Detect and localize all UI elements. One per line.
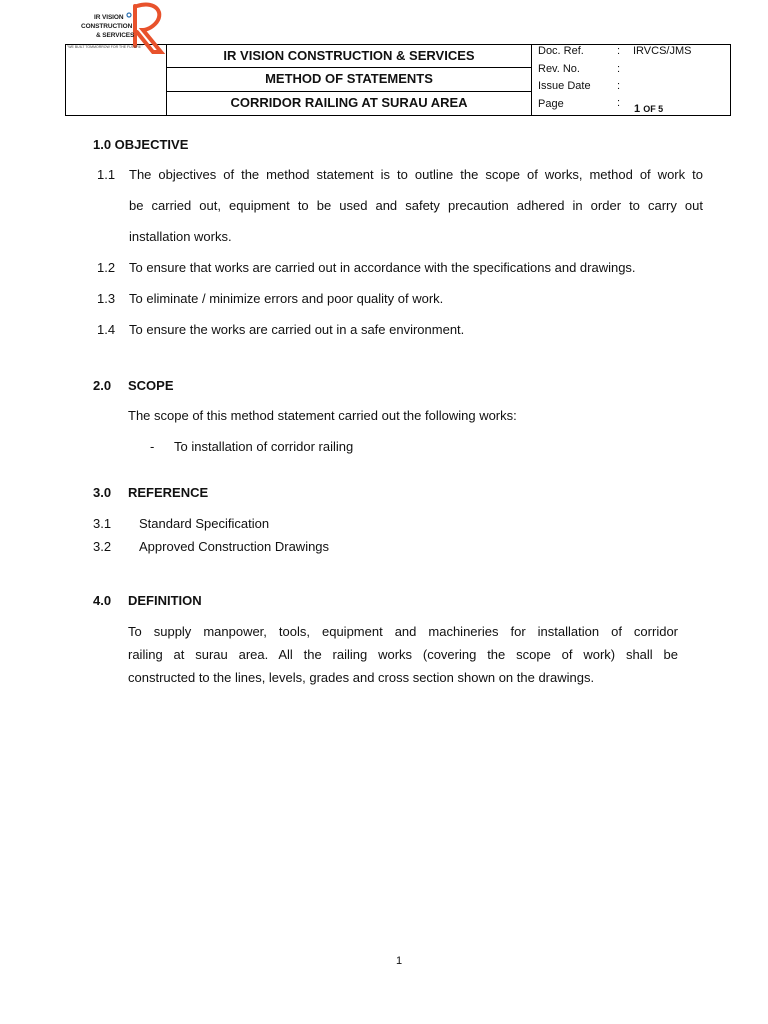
page-count <box>634 103 663 115</box>
definition-line-1: To supply manpower, tools, equipment and machineries for installation of corridor <box>128 624 678 639</box>
reference-item-2-text: Approved Construction Drawings <box>139 539 330 554</box>
objective-item-number: 1.3 <box>97 291 116 306</box>
definition-line-3: constructed to the lines, levels, grades and cross section shown on the drawings. <box>128 670 595 685</box>
scope-heading: SCOPE <box>128 378 174 393</box>
logo-line-1: IR VISION <box>94 14 124 21</box>
document-type: METHOD OF STATEMENTS <box>265 71 433 86</box>
reference-item-number: 3.2 <box>93 539 112 554</box>
objective-item-1-line-2: be carried out, equipment to be used and safety precaution adhered in order to carry out <box>129 198 703 213</box>
definition-number: 4.0 <box>93 593 112 608</box>
header-row-divider-2 <box>166 91 532 92</box>
logo-line-3: & SERVICES <box>96 32 135 39</box>
page-total: OF 5 <box>643 104 664 114</box>
logo-line-2: CONSTRUCTION <box>81 23 133 30</box>
page-current: 1 <box>634 103 641 115</box>
rev-no-label: Rev. No. <box>538 63 580 75</box>
reference-heading: REFERENCE <box>128 485 209 500</box>
objective-heading: 1.0 OBJECTIVE <box>93 137 189 152</box>
reference-number: 3.0 <box>93 485 112 500</box>
issue-date-colon: : <box>617 80 621 92</box>
rev-no-colon: : <box>617 63 621 75</box>
reference-item-1-text: Standard Specification <box>139 516 270 531</box>
company-name: IR VISION CONSTRUCTION & SERVICES <box>223 48 475 63</box>
scope-intro: The scope of this method statement carried out the following works: <box>128 408 517 423</box>
scope-number: 2.0 <box>93 378 112 393</box>
doc-ref-colon: : <box>617 45 621 57</box>
company-logo <box>65 14 166 116</box>
issue-date-label: Issue Date <box>538 80 591 92</box>
definition-heading: DEFINITION <box>128 593 202 608</box>
page-colon: : <box>617 97 621 109</box>
objective-item-2-text: To ensure that works are carried out in accordance with the specifications and drawings. <box>129 260 636 275</box>
scope-item: To installation of corridor railing <box>174 439 354 454</box>
logo-tagline: "WE BUILT TOMMORROW FOR THE FUTURE" <box>67 45 143 49</box>
doc-ref-label: Doc. Ref. <box>538 45 584 57</box>
objective-item-4-text: To ensure the works are carried out in a safe environment. <box>129 322 465 337</box>
objective-item-1-line-3: installation works. <box>129 229 232 244</box>
scope-bullet: - <box>150 439 155 454</box>
objective-item-1-line-1: The objectives of the method statement is to outline the scope of works, method of work to <box>129 167 703 182</box>
objective-item-3-text: To eliminate / minimize errors and poor quality of work. <box>129 291 444 306</box>
document-subject: CORRIDOR RAILING AT SURAU AREA <box>230 95 468 110</box>
doc-ref-value: IRVCS/JMS <box>633 45 692 57</box>
objective-item-number: 1.4 <box>97 322 116 337</box>
header-divider-right <box>531 44 532 116</box>
definition-line-2: railing at surau area. All the railing works (covering the scope of work) shall be <box>128 647 678 662</box>
header-row-divider-1 <box>166 67 532 68</box>
objective-item-number: 1.2 <box>97 260 116 275</box>
page-number: 1 <box>395 955 403 967</box>
page-label: Page <box>538 98 564 110</box>
reference-item-number: 3.1 <box>93 516 112 531</box>
objective-item-number: 1.1 <box>97 167 116 182</box>
